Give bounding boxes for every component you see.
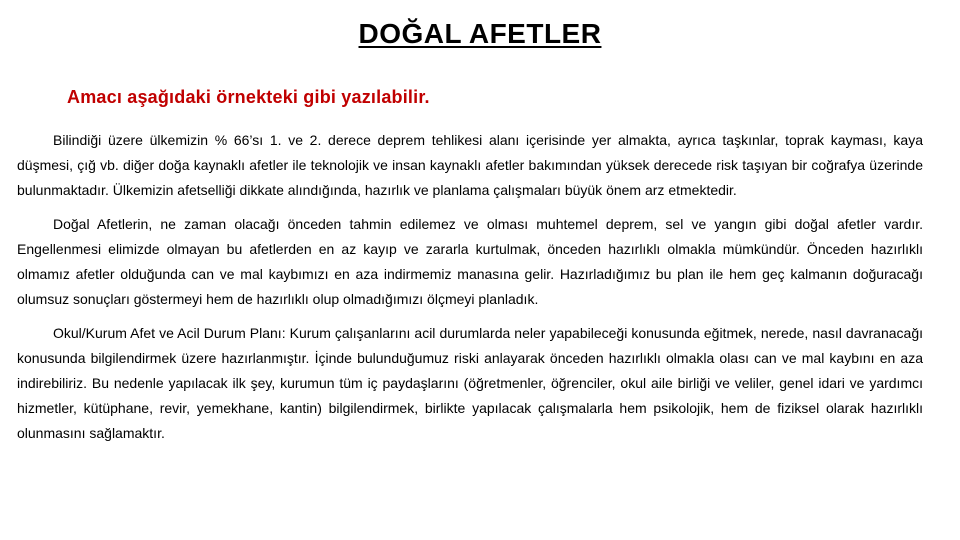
slide-title: DOĞAL AFETLER <box>358 18 602 49</box>
paragraph-3: Okul/Kurum Afet ve Acil Durum Planı: Kurum çalışanlarını acil durumlarda neler yapabileceği konusunda eğitmek, nerede, nasıl davranacağı konusunda bilgilendirmek üzere hazırlanmıştır. İçinde bulunduğumuz riski anlayarak önceden hazırlıklı olmakla olası can ve mal kaybını en aza indirebiliriz. Bu nedenle yapılacak ilk şey, kurumun tüm iç paydaşlarını (öğretmenler, öğrenciler, okul aile birliği ve veliler, genel idari ve yardımcı hizmetler, kütüphane, revir, yemekhane, kantin) bilgilendirmek, birlikte yapılacak çalışmalarla hem psikolojik, hem de fiziksel olarak hazırlıklı olunmasını sağlamaktır. <box>17 325 923 441</box>
paragraph-1: Bilindiği üzere ülkemizin % 66’sı 1. ve 2. derece deprem tehlikesi alanı içerisinde yer almakta, ayrıca taşkınlar, toprak kayması, kaya düşmesi, çığ vb. diğer doğa kaynaklı afetler ile teknolojik ve insan kaynaklı afetler bakımından yüksek derecede risk taşıyan bir coğrafya üzerinde bulunmaktadır. Ülkemizin afetselliği dikkate alındığında, hazırlık ve planlama çalışmaları büyük önem arz etmektedir. <box>17 132 923 198</box>
paragraph-2: Doğal Afetlerin, ne zaman olacağı önceden tahmin edilemez ve olması muhtemel deprem, sel ve yangın gibi doğal afetler vardır. Engellenmesi elimizde olmayan bu afetlerden en az kayıp ve zararla kurtulmak, önceden hazırlıklı olmakla mümkündür. Önceden hazırlıklı olmamız afetler olduğunda can ve mal kaybımızı en aza indirmemiz manasına gelir. Hazırladığımız bu plan ile hem geç kalmanın doğuracağı olumsuz sonuçları göstermeyi hem de hazırlıklı olup olmadığımızı ölçmeyi planladık. <box>17 216 923 307</box>
slide-body <box>17 128 923 455</box>
slide-subtitle: Amacı aşağıdaki örnekteki gibi yazılabilir. <box>67 87 430 107</box>
